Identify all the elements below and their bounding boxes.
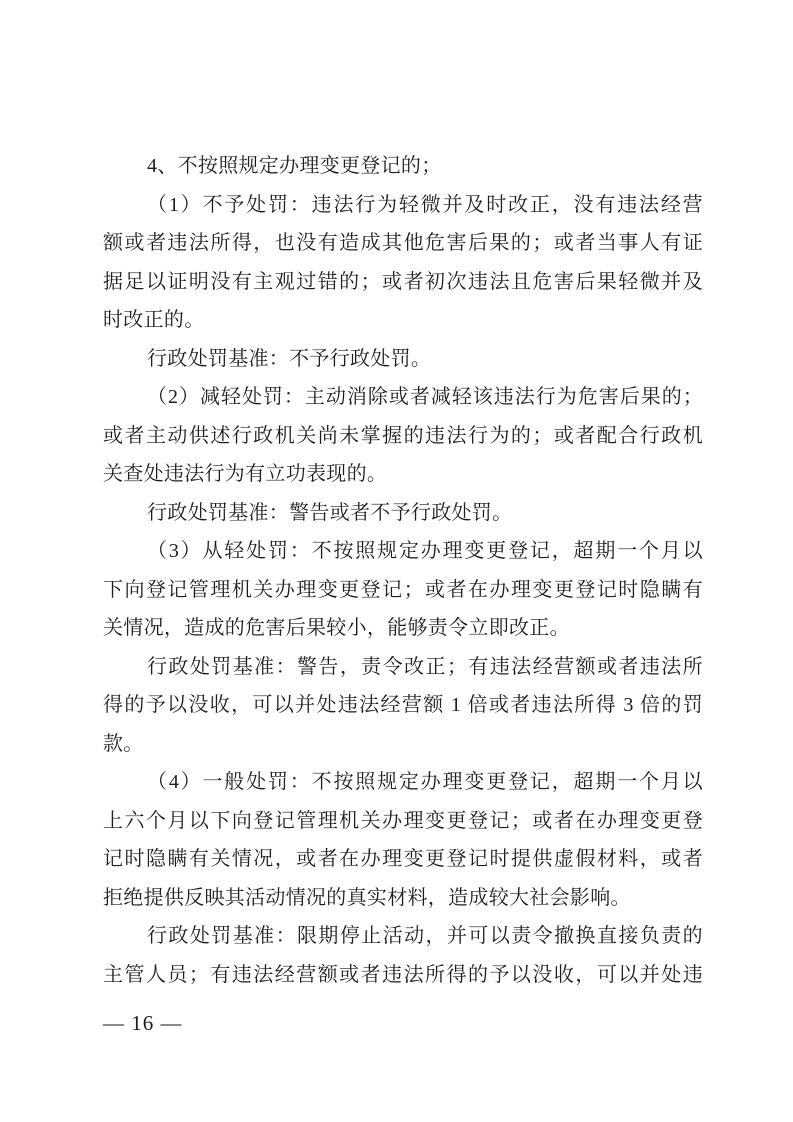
paragraph-basis-3 [103,648,703,764]
paragraph-item-4-heading [103,147,703,186]
paragraph-basis-2 [103,494,703,533]
text-line: 行政处罚基准：限期停止活动，并可以责令撤换直接负责的 [147,925,703,947]
paragraph-clause-3-lighter-penalty [103,532,703,648]
paragraph-basis-4 [103,917,703,994]
text-line: 时改正的。 [103,309,205,331]
text-line: 款。 [103,732,144,755]
paragraph-clause-2-mitigated-penalty [103,378,703,494]
text-line: （2）减轻处罚：主动消除或者减轻该违法行为危害后果的； [147,386,703,408]
text-line: 记时隐瞒有关情况，或者在办理变更登记时提供虚假材料，或者 [103,848,703,870]
text-line: （3）从轻处罚：不按照规定办理变更登记，超期一个月以 [147,540,703,562]
paragraph-basis-1 [103,340,703,379]
text-line: 上六个月以下向登记管理机关办理变更登记；或者在办理变更登 [103,809,703,832]
page-number: — 16 — [103,1011,183,1035]
text-line: 行政处罚基准：不予行政处罚。 [147,347,432,370]
text-line: 据足以证明没有主观过错的；或者初次违法且危害后果轻微并及 [103,270,703,293]
paragraph-clause-1-no-penalty [103,186,703,340]
text-line: 拒绝提供反映其活动情况的真实材料，造成较大社会影响。 [103,886,631,909]
text-line: 4、不按照规定办理变更登记的； [147,155,442,177]
document-body [103,147,703,994]
text-line: 行政处罚基准：警告，责令改正；有违法经营额或者违法所 [147,655,703,678]
text-line: 关查处违法行为有立功表现的。 [103,463,388,485]
text-line: 额或者违法所得，也没有造成其他危害后果的；或者当事人有证 [103,232,703,254]
text-line: 或者主动供述行政机关尚未掌握的违法行为的；或者配合行政机 [103,424,703,447]
text-line: 关情况，造成的危害后果较小，能够责令立即改正。 [103,617,570,639]
text-line: 行政处罚基准：警告或者不予行政处罚。 [147,501,513,524]
text-line: （1）不予处罚：违法行为轻微并及时改正，没有违法经营 [147,193,703,216]
paragraph-clause-4-general-penalty [103,763,703,917]
text-line: 下向登记管理机关办理变更登记；或者在办理变更登记时隐瞒有 [103,578,703,601]
text-line: 主管人员；有违法经营额或者违法所得的予以没收，可以并处违 [103,963,703,986]
text-line: （4）一般处罚：不按照规定办理变更登记，超期一个月以 [147,771,703,793]
text-line: 得的予以没收，可以并处违法经营额 1 倍或者违法所得 3 倍的罚 [103,694,703,716]
